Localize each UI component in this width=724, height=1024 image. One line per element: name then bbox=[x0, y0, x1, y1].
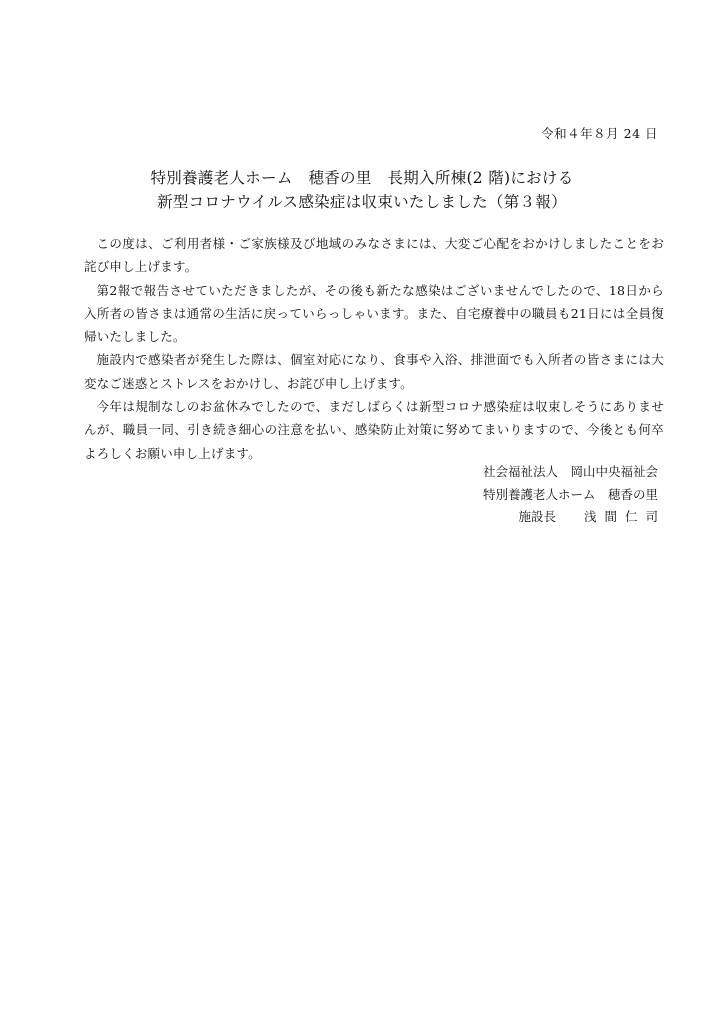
paragraph-inconvenience: 施設内で感染者が発生した際は、個室対応になり、食事や入浴、排泄面でも入所者の皆さまには大変なご迷惑とストレスをおかけし、お詫び申し上げます。 bbox=[84, 352, 664, 391]
title-line-1: 特別養護老人ホーム 穂香の里 長期入所棟(2 階)における bbox=[150, 169, 574, 187]
signature-name-line bbox=[418, 506, 666, 529]
signature-person: 浅間仁司 bbox=[583, 509, 666, 524]
paragraph-apology: この度は、ご利用者様・ご家族様及び地域のみなさまには、大変ご心配をおかけしましたことをお詫び申し上げます。 bbox=[84, 236, 664, 275]
paragraph-status-update: 第2報で報告させていただきましたが、その後も新たな感染はございませんでしたので、18日から入所者の皆さまは通常の生活に戻っていらっしゃいます。また、自宅療養中の職員も21日には全員復帰いたしました。 bbox=[84, 282, 664, 345]
signature-role: 施設長 bbox=[518, 509, 556, 524]
title-line-2: 新型コロナウイルス感染症は収束いたしました（第３報） bbox=[157, 193, 567, 211]
document-body bbox=[84, 232, 664, 465]
signature-block bbox=[418, 461, 666, 529]
paragraph-closing: 今年は規制なしのお盆休みでしたので、まだしばらくは新型コロナ感染症は収束しそうにありませんが、職員一同、引き続き細心の注意を払い、感染防止対策に努めてまいりますので、今後とも何卒よろしくお願い申し上げます。 bbox=[84, 399, 664, 461]
document-title bbox=[0, 166, 724, 214]
signature-organization: 社会福祉法人 岡山中央福祉会 bbox=[482, 464, 658, 479]
document-date: 令和４年８月 24 日 bbox=[541, 126, 658, 141]
signature-facility: 特別養護老人ホーム 穂香の里 bbox=[482, 486, 658, 502]
